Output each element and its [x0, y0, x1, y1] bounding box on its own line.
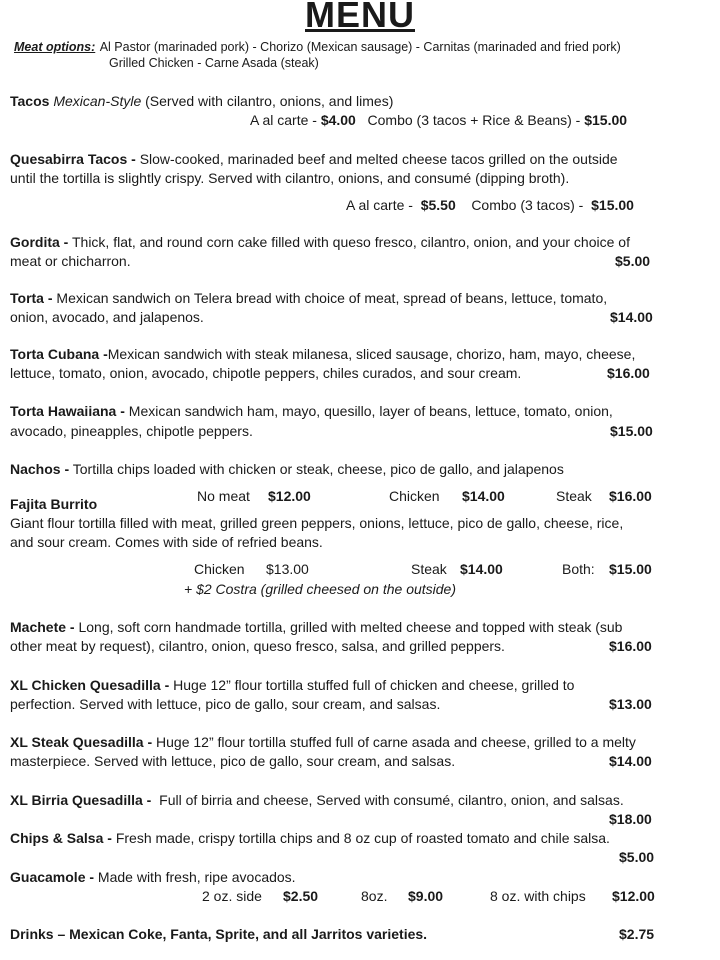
torta-cubana-price: $16.00 [607, 365, 650, 381]
quesabirra-alacarte-price: $5.50 [420, 197, 456, 213]
gordita-name: Gordita - [10, 234, 69, 250]
nachos-chicken-price: $14.00 [462, 488, 505, 504]
nachos-no-meat-label: No meat [197, 488, 250, 504]
torta-line1 [10, 290, 607, 306]
guacamole-chips-label: 8 oz. with chips [490, 888, 586, 904]
fajita-both-price: $15.00 [609, 561, 652, 577]
torta-hawaiiana-line1 [10, 403, 613, 419]
xl-chicken-desc2: perfection. Served with lettuce, pico de gallo, sour cream, and salsas. [10, 696, 441, 712]
xl-steak-desc1: Huge 12” flour tortilla stuffed full of carne asada and cheese, grilled to a melty [156, 734, 636, 750]
xl-birria-price: $18.00 [609, 811, 652, 827]
fajita-both-label: Both: [562, 561, 595, 577]
guacamole-name: Guacamole - [10, 869, 95, 885]
meat-options-label: Meat options: [14, 40, 96, 54]
torta-hawaiiana-desc1: Mexican sandwich ham, mayo, quesillo, layer of beans, lettuce, tomato, onion, [128, 403, 613, 419]
guacamole-side-price: $2.50 [283, 888, 319, 904]
tacos-name: Tacos [10, 93, 50, 109]
quesabirra-alacarte-label: A al carte - [346, 197, 413, 213]
torta-cubana-name: Torta Cubana - [10, 346, 108, 362]
guacamole-side-label: 2 oz. side [202, 888, 262, 904]
xl-steak-price: $14.00 [609, 753, 652, 769]
tacos-prices [250, 112, 627, 128]
torta-hawaiiana-desc2: avocado, pineapples, chipotle peppers. [10, 423, 253, 439]
nachos-line [10, 461, 564, 477]
fajita-burrito-desc2: and sour cream. Comes with side of refried beans. [10, 534, 323, 550]
gordita-desc1: Thick, flat, and round corn cake filled with queso fresco, cilantro, onion, and your choice of [71, 234, 630, 250]
quesabirra-combo-price: $15.00 [591, 197, 634, 213]
guacamole-8oz-price: $9.00 [408, 888, 444, 904]
nachos-chicken-label: Chicken [389, 488, 440, 504]
guacamole-8oz-label: 8oz. [361, 888, 388, 904]
tacos-alacarte-price: $4.00 [320, 112, 356, 128]
guacamole-line [10, 869, 296, 885]
chips-salsa-name: Chips & Salsa - [10, 830, 112, 846]
fajita-burrito-name: Fajita Burrito [10, 496, 98, 512]
nachos-no-meat-price: $12.00 [268, 488, 311, 504]
quesabirra-desc2: until the tortilla is slightly crispy. Served with cilantro, onions, and consumé (dipping broth). [10, 170, 570, 186]
tacos-alacarte-label: A al carte - [250, 112, 317, 128]
quesabirra-combo-label: Combo (3 tacos) - [471, 197, 584, 213]
fajita-steak-label: Steak [411, 561, 447, 577]
fajita-costra: + $2 Costra (grilled cheesed on the outside) [184, 581, 456, 597]
nachos-name: Nachos - [10, 461, 70, 477]
tacos-combo-label: Combo (3 tacos + Rice & Beans) - [367, 112, 581, 128]
gordita-price: $5.00 [615, 253, 651, 269]
fajita-steak-price: $14.00 [460, 561, 503, 577]
chips-salsa-desc: Fresh made, crispy tortilla chips and 8 oz cup of roasted tomato and chile salsa. [115, 830, 610, 846]
drinks-line: Drinks – Mexican Coke, Fanta, Sprite, and all Jarritos varieties. [10, 926, 428, 942]
meat-options-line1: Al Pastor (marinaded pork) - Chorizo (Mexican sausage) - Carnitas (marinaded and fried pork) [99, 40, 621, 54]
meat-options [14, 38, 621, 56]
xl-steak-desc2: masterpiece. Served with lettuce, pico de gallo, sour cream, and salsas. [10, 753, 456, 769]
xl-steak-line1 [10, 734, 636, 750]
torta-hawaiiana-name: Torta Hawaiiana - [10, 403, 125, 419]
xl-birria-desc: Full of birria and cheese, Served with consumé, cilantro, onion, and salsas. [159, 792, 624, 808]
xl-chicken-name: XL Chicken Quesadilla - [10, 677, 170, 693]
quesabirra-line1 [10, 151, 618, 167]
machete-name: Machete - [10, 619, 75, 635]
torta-name: Torta - [10, 290, 53, 306]
fajita-chicken-label: Chicken [194, 561, 245, 577]
drinks-price: $2.75 [619, 926, 655, 942]
tacos-desc: (Served with cilantro, onions, and limes) [145, 93, 394, 109]
fajita-chicken-price: $13.00 [266, 561, 309, 577]
meat-options-line2: Grilled Chicken - Carne Asada (steak) [109, 56, 319, 70]
tacos-combo-price: $15.00 [584, 112, 628, 128]
gordita-line1 [10, 234, 630, 250]
torta-desc2: onion, avocado, and jalapenos. [10, 309, 204, 325]
xl-chicken-price: $13.00 [609, 696, 652, 712]
torta-cubana-desc2: lettuce, tomato, onion, avocado, chipotle peppers, chiles curados, and sour cream. [10, 365, 522, 381]
machete-desc2: other meat by request), cilantro, onion, queso fresco, salsa, and grilled peppers. [10, 638, 505, 654]
quesabirra-prices [346, 197, 634, 213]
machete-line1 [10, 619, 622, 635]
xl-birria-line [10, 792, 624, 808]
xl-chicken-line1 [10, 677, 574, 693]
nachos-steak-price: $16.00 [609, 488, 652, 504]
tacos-header [10, 93, 393, 109]
guacamole-desc: Made with fresh, ripe avocados. [97, 869, 296, 885]
chips-salsa-line [10, 830, 610, 846]
machete-desc1: Long, soft corn handmade tortilla, grilled with melted cheese and topped with steak (sub [78, 619, 623, 635]
guacamole-chips-price: $12.00 [612, 888, 655, 904]
torta-price: $14.00 [610, 309, 653, 325]
xl-steak-name: XL Steak Quesadilla - [10, 734, 153, 750]
fajita-burrito-desc1: Giant flour tortilla filled with meat, grilled green peppers, onions, lettuce, pico de gallo, cheese, rice, [10, 515, 624, 531]
torta-cubana-desc1: Mexican sandwich with steak milanesa, sliced sausage, chorizo, ham, mayo, cheese, [107, 346, 636, 362]
tacos-style: Mexican-Style [53, 93, 142, 109]
torta-hawaiiana-price: $15.00 [610, 423, 653, 439]
chips-salsa-price: $5.00 [619, 849, 655, 865]
menu-title: MENU [305, 0, 415, 35]
torta-cubana-line1 [10, 346, 635, 362]
torta-desc1: Mexican sandwich on Telera bread with choice of meat, spread of beans, lettuce, tomato, [56, 290, 608, 306]
xl-chicken-desc1: Huge 12” flour tortilla stuffed full of chicken and cheese, grilled to [173, 677, 575, 693]
quesabirra-desc1: Slow-cooked, marinaded beef and melted cheese tacos grilled on the outside [139, 151, 618, 167]
nachos-desc: Tortilla chips loaded with chicken or steak, cheese, pico de gallo, and jalapenos [72, 461, 564, 477]
nachos-steak-label: Steak [556, 488, 592, 504]
gordita-desc2: meat or chicharron. [10, 253, 131, 269]
machete-price: $16.00 [609, 638, 652, 654]
quesabirra-name: Quesabirra Tacos - [10, 151, 136, 167]
xl-birria-name: XL Birria Quesadilla - [10, 792, 152, 808]
